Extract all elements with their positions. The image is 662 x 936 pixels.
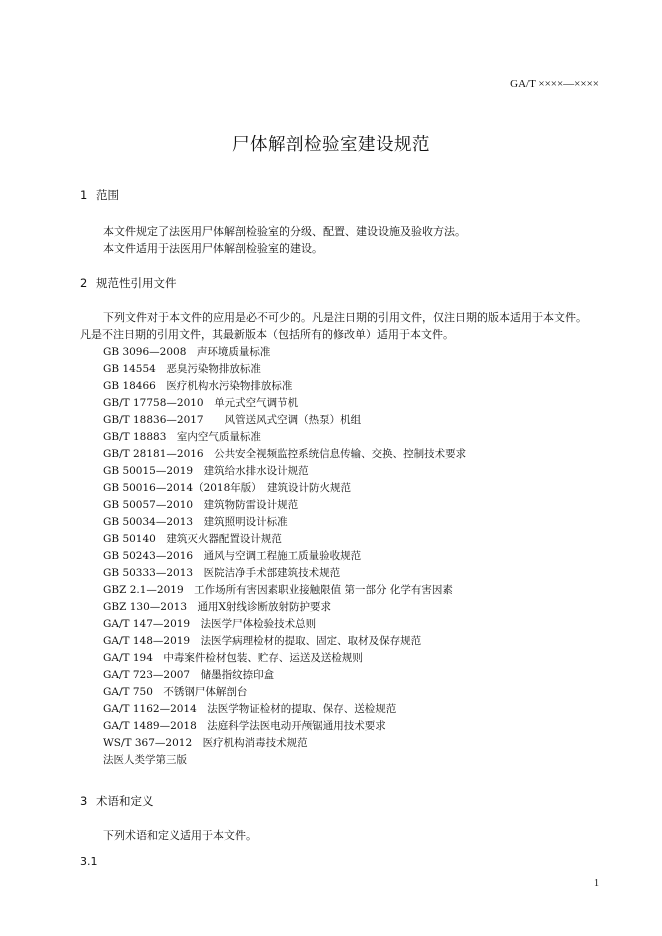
reference-item: GB 50333—2013 医院洁净手术部建筑技术规范	[103, 567, 341, 579]
section-2-title: 规范性引用文件	[96, 276, 177, 290]
reference-item: GBZ 2.1—2019 工作场所有害因素职业接触限值 第一部分 化学有害因素	[103, 584, 453, 596]
reference-item: 法医人类学第三版	[103, 754, 187, 766]
reference-item: WS/T 367—2012 医疗机构消毒技术规范	[103, 737, 308, 749]
section-2-intro-line-2: 凡是不注日期的引用文件，其最新版本（包括所有的修改单）适用于本文件。	[80, 328, 454, 341]
reference-item: GA/T 750 不锈钢尸体解剖台	[103, 686, 248, 698]
reference-item: GA/T 148—2019 法医学病理检材的提取、固定、取材及保存规范	[103, 635, 422, 647]
subsection-number: 3.1	[80, 855, 98, 868]
reference-item: GA/T 194 中毒案件检材包装、贮存、运送及送检规则	[103, 652, 363, 664]
reference-item: GB/T 17758—2010 单元式空气调节机	[103, 397, 299, 409]
reference-item: GA/T 147—2019 法医学尸体检验技术总则	[103, 618, 317, 630]
reference-item: GB 18466 医疗机构水污染物排放标准	[103, 380, 293, 392]
section-3-title: 术语和定义	[96, 794, 154, 808]
reference-item: GB 50034—2013 建筑照明设计标准	[103, 516, 288, 528]
reference-item: GB 50057—2010 建筑物防雷设计规范	[103, 499, 299, 511]
document-number: GA/T ××××—××××	[510, 78, 599, 90]
reference-item: GB 3096—2008 声环境质量标准	[103, 346, 271, 358]
reference-item: GA/T 1489—2018 法庭科学法医电动开颅锯通用技术要求	[103, 720, 386, 732]
reference-item: GB/T 28181—2016 公共安全视频监控系统信息传输、交换、控制技术要求	[103, 448, 467, 460]
document-title: 尸体解剖检验室建设规范	[232, 135, 430, 155]
section-3-heading	[80, 793, 154, 809]
reference-item: GA/T 1162—2014 法医学物证检材的提取、保存、送检规范	[103, 703, 397, 715]
section-1-paragraph-2: 本文件适用于法医用尸体解剖检验室的建设。	[103, 242, 323, 255]
reference-item: GA/T 723—2007 储墨指纹捺印盒	[103, 669, 275, 681]
reference-item: GB 14554 恶臭污染物排放标准	[103, 363, 261, 375]
reference-item: GBZ 130—2013 通用X射线诊断放射防护要求	[103, 601, 331, 613]
section-1-number: 1	[80, 188, 88, 202]
section-2-intro-line-1: 下列文件对于本文件的应用是必不可少的。凡是注日期的引用文件，仅注日期的版本适用于本文件。	[103, 311, 587, 324]
section-3-paragraph: 下列术语和定义适用于本文件。	[103, 829, 257, 842]
section-3-number: 3	[80, 794, 88, 808]
reference-item: GB 50140 建筑灭火器配置设计规范	[103, 533, 282, 545]
reference-item: GB 50015—2019 建筑给水排水设计规范	[103, 465, 309, 477]
reference-item: GB 50016—2014（2018年版） 建筑设计防火规范	[103, 482, 352, 494]
section-2-number: 2	[80, 276, 88, 290]
page-number: 1	[594, 878, 599, 889]
reference-item: GB/T 18883 室内空气质量标准	[103, 431, 261, 443]
section-1-paragraph-1: 本文件规定了法医用尸体解剖检验室的分级、配置、建设设施及验收方法。	[103, 225, 466, 238]
section-2-heading	[80, 275, 177, 291]
reference-item: GB/T 18836—2017 风管送风式空调（热泵）机组	[103, 414, 362, 426]
reference-item: GB 50243—2016 通风与空调工程施工质量验收规范	[103, 550, 362, 562]
section-1-heading	[80, 187, 119, 203]
section-1-title: 范围	[96, 188, 119, 202]
